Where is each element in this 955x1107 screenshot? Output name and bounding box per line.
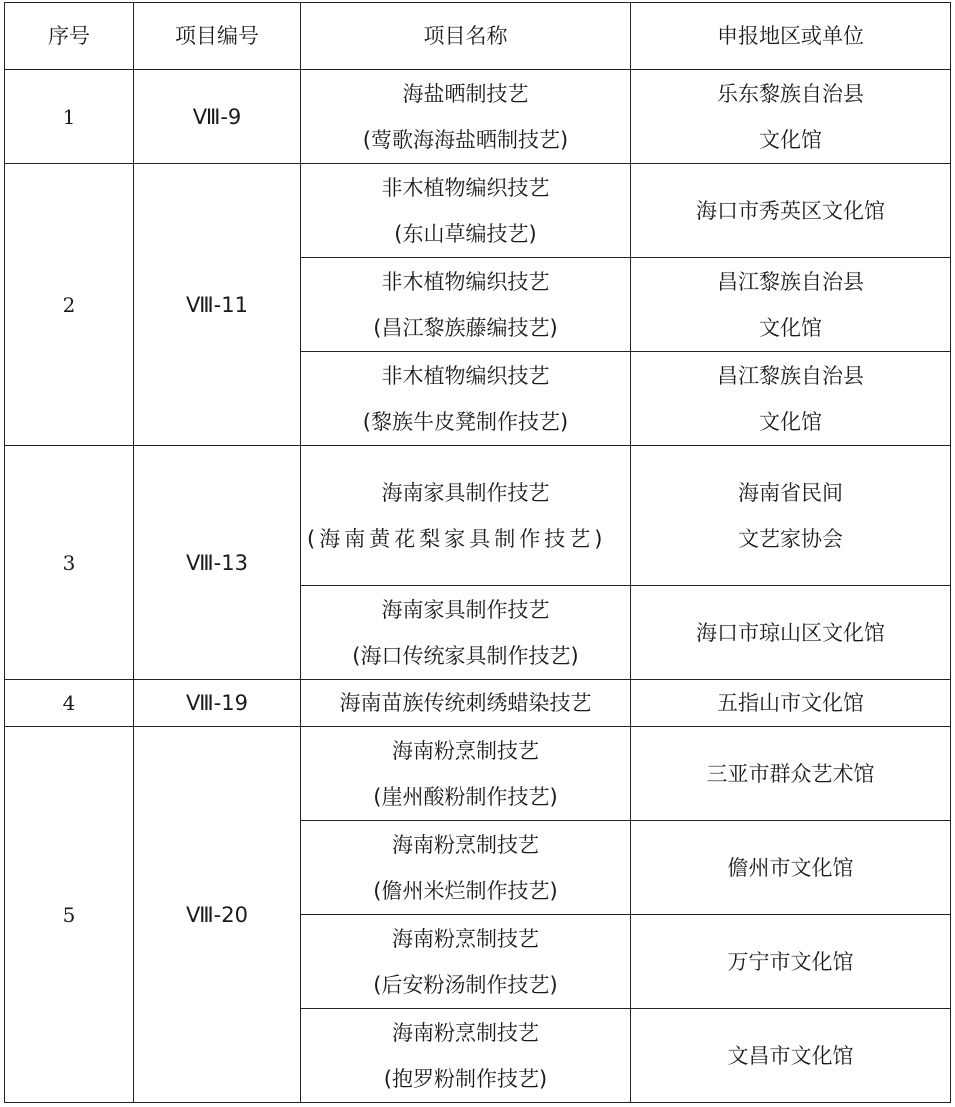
project-name-cell [301, 164, 631, 258]
project-subname-line: (东山草编技艺) [394, 221, 537, 246]
header-name: 项目名称 [301, 3, 631, 70]
project-name-line: 海南家具制作技艺 [381, 480, 550, 505]
project-name-cell [301, 680, 631, 727]
unit-cell [631, 727, 951, 821]
code-cell: Ⅷ-20 [134, 727, 301, 1103]
unit-cell [631, 915, 951, 1009]
project-subname-line: (海南黄花梨家具制作技艺) [307, 526, 607, 551]
project-name-cell [301, 352, 631, 446]
unit-line: 万宁市文化馆 [727, 949, 854, 974]
project-name-cell [301, 70, 631, 164]
code-cell: Ⅷ-19 [134, 680, 301, 727]
unit-cell [631, 70, 951, 164]
project-name-cell [301, 446, 631, 586]
project-subname-line: (黎族牛皮凳制作技艺) [362, 409, 569, 434]
unit-line: 海口市秀英区文化馆 [696, 198, 885, 223]
unit-line: 儋州市文化馆 [727, 855, 854, 880]
header-unit: 申报地区或单位 [631, 3, 951, 70]
unit-line: 文化馆 [759, 127, 822, 152]
unit-cell [631, 1009, 951, 1103]
project-subname-line: (海口传统家具制作技艺) [352, 643, 579, 668]
project-name-line: 海南家具制作技艺 [381, 597, 550, 622]
unit-line: 文艺家协会 [738, 526, 843, 551]
project-name-line: 海南粉烹制技艺 [392, 926, 539, 951]
project-name-line: 海南粉烹制技艺 [392, 1020, 539, 1045]
unit-cell [631, 164, 951, 258]
project-subname-line: (抱罗粉制作技艺) [383, 1066, 548, 1091]
project-name-cell [301, 727, 631, 821]
table-row [5, 727, 951, 821]
project-name-cell [301, 586, 631, 680]
project-subname-line: (儋州米烂制作技艺) [373, 878, 558, 903]
table-row [5, 70, 951, 164]
project-subname-line: (崖州酸粉制作技艺) [373, 784, 558, 809]
unit-line: 乐东黎族自治县 [717, 81, 864, 106]
unit-line: 昌江黎族自治县 [717, 269, 864, 294]
header-row [5, 3, 951, 70]
project-name-cell [301, 1009, 631, 1103]
code-cell: Ⅷ-11 [134, 164, 301, 446]
seq-cell: 3 [5, 446, 134, 680]
unit-cell [631, 821, 951, 915]
project-name-cell [301, 821, 631, 915]
project-subname-line: (莺歌海海盐晒制技艺) [362, 127, 569, 152]
project-name-cell [301, 915, 631, 1009]
unit-cell [631, 352, 951, 446]
project-subname-line: (昌江黎族藤编技艺) [373, 315, 558, 340]
unit-cell [631, 586, 951, 680]
code-cell: Ⅷ-13 [134, 446, 301, 680]
unit-line: 五指山市文化馆 [717, 691, 864, 715]
seq-cell: 5 [5, 727, 134, 1103]
header-code: 项目编号 [134, 3, 301, 70]
unit-line: 海口市琼山区文化馆 [696, 620, 885, 645]
project-name-line: 非木植物编织技艺 [381, 269, 550, 294]
table-row [5, 164, 951, 258]
seq-cell: 1 [5, 70, 134, 164]
project-name-line: 海南粉烹制技艺 [392, 832, 539, 857]
table-row [5, 680, 951, 727]
code-cell: Ⅷ-9 [134, 70, 301, 164]
header-seq: 序号 [5, 3, 134, 70]
seq-cell: 2 [5, 164, 134, 446]
project-name-line: 海南粉烹制技艺 [392, 738, 539, 763]
unit-line: 文昌市文化馆 [727, 1043, 854, 1068]
table-row [5, 446, 951, 586]
project-name-line: 非木植物编织技艺 [381, 363, 550, 388]
project-name-line: 海盐晒制技艺 [402, 81, 529, 106]
unit-cell [631, 680, 951, 727]
unit-line: 文化馆 [759, 315, 822, 340]
unit-cell [631, 258, 951, 352]
unit-line: 三亚市群众艺术馆 [706, 761, 875, 786]
project-name-line: 海南苗族传统刺绣蜡染技艺 [339, 691, 592, 715]
unit-line: 海南省民间 [738, 480, 843, 505]
unit-line: 昌江黎族自治县 [717, 363, 864, 388]
heritage-table [4, 2, 951, 1103]
unit-cell [631, 446, 951, 586]
project-name-cell [301, 258, 631, 352]
project-subname-line: (后安粉汤制作技艺) [373, 972, 558, 997]
project-name-line: 非木植物编织技艺 [381, 175, 550, 200]
seq-cell: 4 [5, 680, 134, 727]
unit-line: 文化馆 [759, 409, 822, 434]
